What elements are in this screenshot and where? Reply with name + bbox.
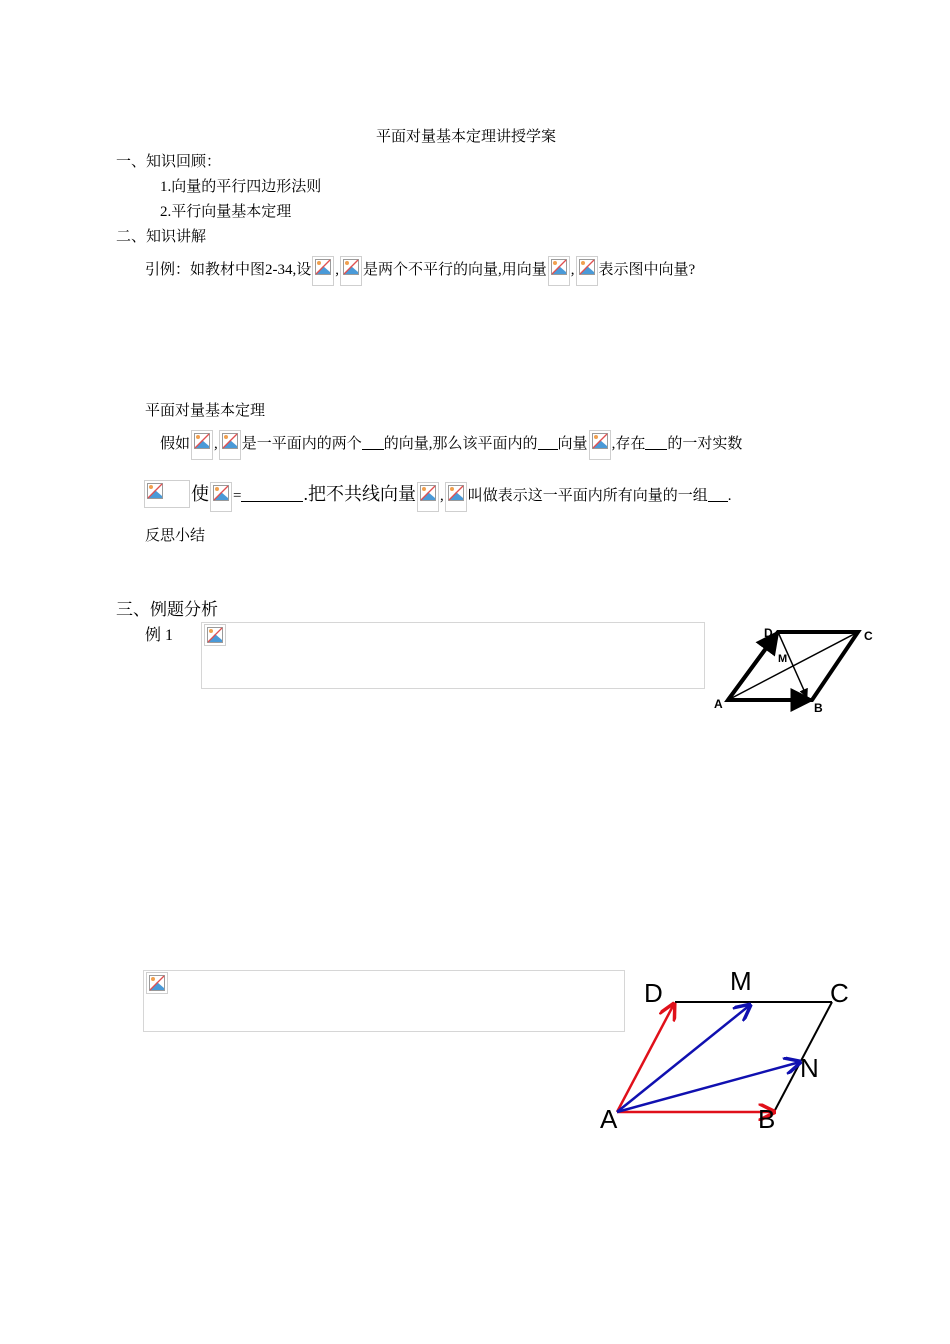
intro-sep: , — [214, 436, 218, 452]
reflection-heading: 反思小结 — [145, 528, 206, 544]
fill-blank[interactable] — [645, 435, 667, 450]
intro-sep: , — [439, 488, 444, 504]
vector-e2-image-icon — [340, 256, 362, 286]
review-item-2: 2.平行向量基本定理 — [160, 204, 292, 220]
coefficients-image-icon — [144, 480, 190, 508]
label-m: M — [730, 966, 752, 996]
theorem-text-1: 假如 — [160, 436, 191, 452]
parallelogram-figure-2 — [590, 960, 870, 1140]
vector-a-image-icon — [589, 430, 611, 460]
intro-line — [145, 256, 695, 286]
vector-am — [617, 1005, 750, 1112]
fill-blank[interactable] — [241, 487, 303, 502]
label-d: D — [764, 626, 773, 640]
vector-ad — [617, 1004, 674, 1112]
vector-e2-image-icon — [445, 482, 467, 512]
example1-image-icon — [204, 624, 226, 646]
theorem-text-2: 是一平面内的两个 — [241, 436, 362, 452]
page-title: 平面对量基本定理讲授学案 — [376, 129, 557, 145]
vector-e1-image-icon — [191, 430, 213, 460]
intro-text-2: 是两个不平行的向量,用向量 — [363, 262, 547, 278]
label-c: C — [864, 629, 873, 643]
side-ad-arrow — [728, 632, 778, 700]
theorem-text-6: 的一对实数 — [667, 436, 743, 452]
parallelogram-figure-1 — [700, 620, 890, 720]
theorem2-equals: = — [233, 488, 242, 504]
example1-image-frame — [201, 622, 705, 689]
vector-e2-image-icon — [576, 256, 598, 286]
fill-blank[interactable] — [708, 487, 728, 502]
theorem-line-2 — [143, 480, 731, 512]
section3-heading: 三、例题分析 — [116, 600, 218, 619]
intro-sep: , — [335, 262, 339, 278]
fill-blank[interactable] — [538, 435, 558, 450]
theorem-title: 平面对量基本定理 — [145, 403, 266, 419]
theorem2-text-4: . — [727, 488, 732, 504]
label-n: N — [800, 1053, 819, 1083]
intro-text-1: 引例：如教材中图2-34,设 — [145, 262, 312, 278]
example2-image-icon — [146, 972, 168, 994]
theorem-line-1 — [160, 430, 742, 460]
vector-a-image-icon — [210, 482, 232, 512]
section2-heading: 二、知识讲解 — [116, 229, 207, 245]
label-m: M — [778, 653, 788, 665]
theorem2-text-3: 叫做表示这一平面内所有向量的一组 — [467, 488, 708, 504]
vector-e1-image-icon — [417, 482, 439, 512]
vector-e2-image-icon — [219, 430, 241, 460]
vector-e1-image-icon — [312, 256, 334, 286]
label-c: C — [830, 978, 849, 1008]
theorem2-text-1: 使 — [191, 484, 209, 504]
intro-text-3: 表示图中向量? — [598, 262, 696, 278]
theorem-text-4: 向量 — [557, 436, 588, 452]
section1-heading: 一、知识回顾： — [116, 154, 222, 170]
label-a: A — [600, 1104, 618, 1134]
fill-blank[interactable] — [362, 435, 384, 450]
intro-sep: , — [570, 262, 575, 278]
theorem2-text-2: .把不共线向量 — [303, 484, 416, 504]
label-d: D — [644, 978, 663, 1008]
theorem-text-3: 的向量,那么该平面内的 — [383, 436, 538, 452]
vector-e1-image-icon — [548, 256, 570, 286]
review-item-1: 1.向量的平行四边形法则 — [160, 179, 322, 195]
theorem-text-5: ,存在 — [611, 436, 646, 452]
label-b: B — [758, 1104, 776, 1134]
example2-image-frame — [143, 970, 625, 1032]
label-a: A — [714, 697, 723, 711]
label-b: B — [814, 701, 823, 715]
example1-label: 例 1 — [145, 627, 174, 644]
